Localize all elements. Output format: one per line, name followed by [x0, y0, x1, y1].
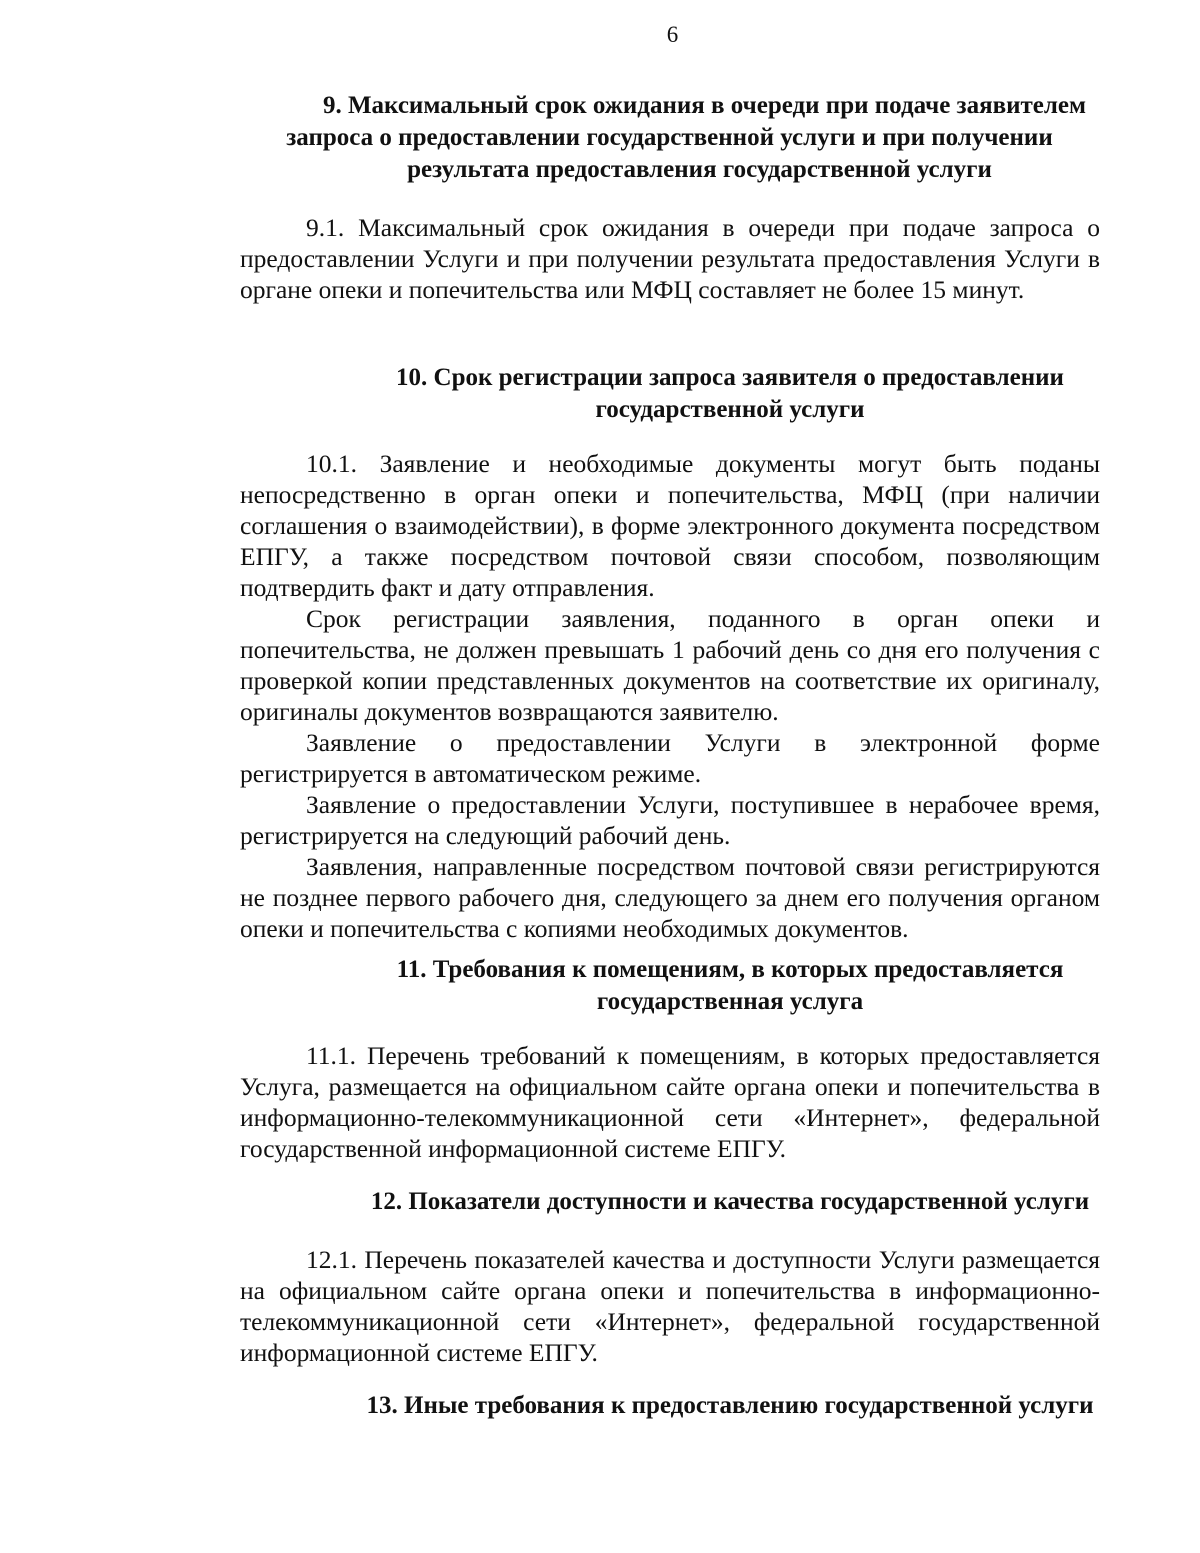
section-10: [330, 362, 1130, 426]
page-number: 6: [666, 22, 679, 47]
heading-line: 10. Срок регистрации запроса заявителя о предоставлении: [396, 364, 1064, 391]
paragraph: 11.1. Перечень требований к помещениям, в которых предоставляется Услуга, размещается на официальном сайте органа опеки и попечительства в информационно-телекоммуникационной сети «Интернет», федеральной государственной информационной системе ЕПГУ.: [240, 1041, 1100, 1163]
section-13-heading: [300, 1390, 1160, 1422]
paragraph: Срок регистрации заявления, поданного в орган опеки и попечительства, не должен превышать 1 рабочий день со дня его получения с проверкой копии представленных документов на соответствие их оригиналу, оригиналы документов возвращаются заявителю.: [240, 604, 1100, 726]
heading-line: государственной услуги: [595, 396, 865, 423]
section-12-heading: [300, 1186, 1160, 1218]
paragraph: Заявление о предоставлении Услуги в электронной форме регистрируется в автоматическом режиме.: [240, 728, 1100, 788]
section-13: [300, 1390, 1160, 1422]
heading-line: 12. Показатели доступности и качества государственной услуги: [370, 1188, 1090, 1215]
section-12: [300, 1186, 1160, 1218]
heading-line: результата предоставления государственной услуги: [407, 156, 992, 183]
heading-line: 9. Максимальный срок ожидания в очереди при подаче заявителем: [322, 92, 1087, 119]
section-11-body: [240, 1040, 1100, 1164]
paragraph: Заявления, направленные посредством почтовой связи регистрируются не позднее первого рабочего дня, следующего за днем его получения органом опеки и попечительства с копиями необходимых документов.: [240, 852, 1100, 943]
paragraph: 12.1. Перечень показателей качества и доступности Услуги размещается на официальном сайте органа опеки и попечительства в информационно-телекоммуникационной сети «Интернет», федеральной государственной информационной системе ЕПГУ.: [240, 1245, 1100, 1367]
section-9: [232, 90, 1107, 186]
section-10-heading: [330, 362, 1130, 426]
heading-line: 11. Требования к помещениям, в которых предоставляется: [396, 956, 1064, 983]
paragraph: Заявление о предоставлении Услуги, поступившее в нерабочее время, регистрируется на следующий рабочий день.: [240, 790, 1100, 850]
heading-line: 13. Иные требования к предоставлению государственной услуги: [366, 1392, 1094, 1419]
section-11: [330, 954, 1130, 1018]
paragraph: 9.1. Максимальный срок ожидания в очереди при подаче запроса о предоставлении Услуги и при получении результата предоставления Услуги в органе опеки и попечительства или МФЦ составляет не более 15 минут.: [240, 213, 1100, 304]
section-11-heading: [330, 954, 1130, 1018]
heading-line: запроса о предоставлении государственной услуги и при получении: [286, 124, 1053, 151]
section-9-heading: [232, 90, 1107, 186]
paragraph: 10.1. Заявление и необходимые документы могут быть поданы непосредственно в орган опеки и попечительства, МФЦ (при наличии соглашения о взаимодействии), в форме электронного документа посредством ЕПГУ, а также посредством почтовой связи способом, позволяющим подтвердить факт и дату отправления.: [240, 449, 1100, 602]
heading-line: государственная услуга: [596, 988, 864, 1015]
section-9-body: [240, 212, 1100, 305]
section-10-body: [240, 448, 1100, 944]
section-12-body: [240, 1244, 1100, 1368]
